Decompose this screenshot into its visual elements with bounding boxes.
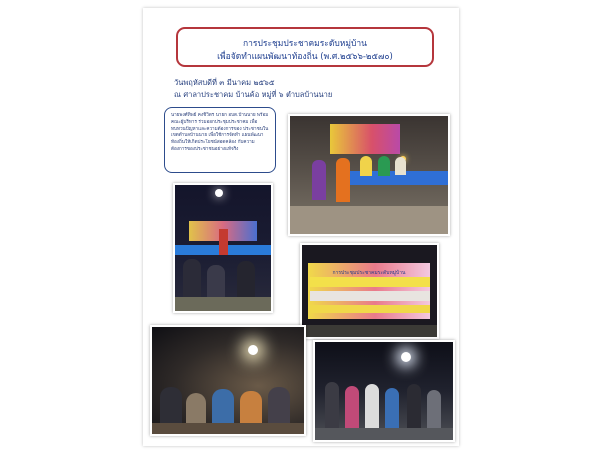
person — [212, 389, 234, 427]
ground — [175, 297, 271, 311]
banner-title: การประชุมประชาคมระดับหมู่บ้าน — [332, 270, 406, 276]
meeting-place: ณ ศาลาประชาคม บ้านค้อ หมู่ที่ ๖ ตำบลบ้านนาย — [174, 90, 333, 99]
person — [237, 261, 255, 301]
banner-stripe — [310, 305, 430, 313]
person — [345, 386, 359, 432]
photo-crowd-standing — [313, 340, 455, 442]
person — [407, 384, 421, 432]
person — [268, 387, 290, 427]
person — [160, 387, 182, 427]
photo-night-gathering — [173, 183, 273, 313]
speaker — [219, 229, 228, 255]
person — [395, 157, 406, 175]
person — [336, 158, 350, 202]
light — [248, 345, 258, 355]
person — [240, 391, 262, 427]
floor — [290, 206, 448, 234]
floor — [302, 325, 437, 337]
meeting-banner — [308, 263, 430, 319]
person — [183, 259, 201, 299]
light — [401, 352, 411, 362]
person — [186, 393, 206, 427]
person — [385, 388, 399, 432]
photo-banner — [300, 243, 439, 339]
ground — [152, 423, 304, 434]
person — [360, 156, 372, 176]
meeting-date: วันพฤหัสบดีที่ ๓ มีนาคม ๒๕๖๕ — [174, 78, 275, 87]
ground — [315, 428, 453, 440]
title-line-1: การประชุมประชาคมระดับหมู่บ้าน — [243, 39, 367, 49]
person — [427, 390, 441, 432]
person — [325, 382, 339, 432]
title-box — [176, 27, 434, 67]
banner-backdrop — [330, 124, 400, 154]
person — [312, 160, 326, 200]
description-box — [164, 107, 276, 173]
person — [378, 156, 390, 176]
banner-stripe — [310, 277, 430, 287]
title-line-2: เพื่อจัดทำแผนพัฒนาท้องถิ่น (พ.ศ.๒๕๖๖-๒๕๗๐) — [217, 52, 393, 62]
person — [365, 384, 379, 432]
light — [215, 189, 223, 197]
photo-officials-table — [288, 114, 450, 236]
photo-villagers-seated — [150, 325, 306, 436]
banner-stripe — [310, 291, 430, 301]
description-text: นายพงศ์ทิพย์ คงชิวิตร นายก อบต.บ้านนาย พร้อมคณะผู้บริหาร ร่วมออกประชุมประชาคม เพื่อทบทวนปัญหาและความต้องการของ ประชาชนในเขตตำบลบ้านนาย เพื่อใช้การจัดทำ แผนพัฒนาท้องถิ่นให้เกิดประโยชน์สอดคล้อง กับความต้องการของประชาชนอย่างแท้จริง — [171, 113, 269, 152]
